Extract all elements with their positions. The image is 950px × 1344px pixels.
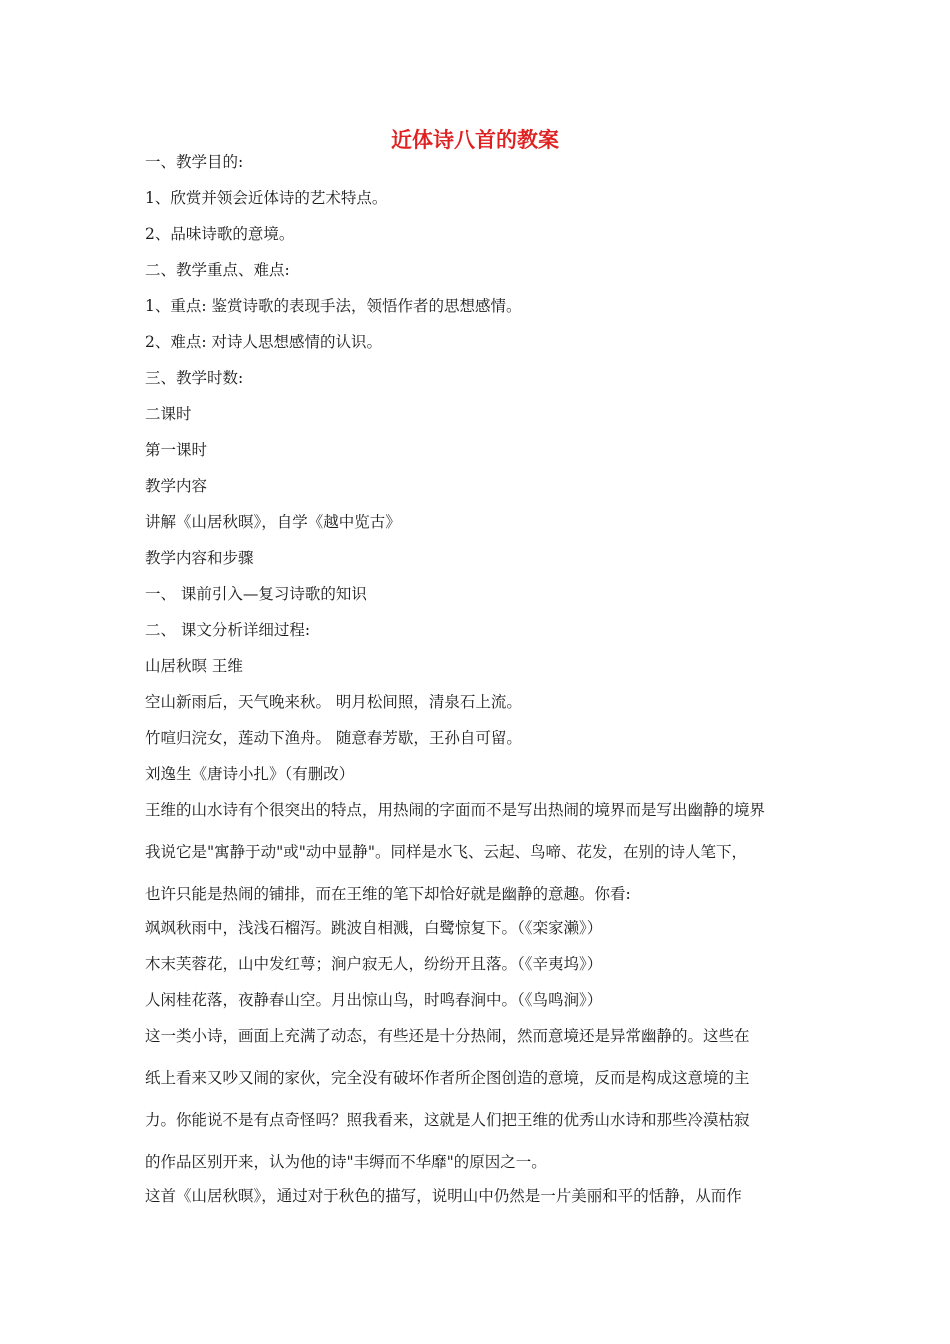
- poem-line: 竹喧归浣女，莲动下渔舟。 随意春芳歇，王孙自可留。: [145, 729, 522, 747]
- text-line: 教学内容和步骤: [145, 549, 254, 567]
- text-line: 2、品味诗歌的意境。: [145, 225, 295, 243]
- paragraph-line: 纸上看来又吵又闹的家伙，完全没有破坏作者所企图创造的意境，反而是构成这意境的主: [145, 1069, 750, 1087]
- text-line: 二、 课文分析详细过程:: [145, 621, 311, 639]
- paragraph-line: 王维的山水诗有个很突出的特点，用热闹的字面而不是写出热闹的境界而是写出幽静的境界: [145, 801, 766, 819]
- poem-title: 山居秋暝 王维: [145, 657, 243, 675]
- poem-line: 空山新雨后，天气晚来秋。 明月松间照，清泉石上流。: [145, 693, 522, 711]
- poem-quote: 飒飒秋雨中，浅浅石榴泻。跳波自相溅，白鹭惊复下。（《栾家濑》）: [145, 919, 603, 937]
- text-line: 2、难点: 对诗人思想感情的认识。: [145, 333, 383, 351]
- text-line: 二课时: [145, 405, 192, 423]
- poem-quote: 木末芙蓉花，山中发红萼；涧户寂无人，纷纷开且落。（《辛夷坞》）: [145, 955, 603, 973]
- document-title: 近体诗八首的教案: [391, 128, 559, 152]
- source-citation: 刘逸生《唐诗小扎》（有删改）: [145, 765, 355, 783]
- paragraph-line: 的作品区别开来，认为他的诗"丰缛而不华靡"的原因之一。: [145, 1153, 547, 1171]
- paragraph-line: 也许只能是热闹的铺排，而在王维的笔下却恰好就是幽静的意趣。你看:: [145, 885, 631, 903]
- paragraph-line: 这首《山居秋暝》，通过对于秋色的描写，说明山中仍然是一片美丽和平的恬静，从而作: [145, 1187, 742, 1205]
- text-line: 一、 课前引入—复习诗歌的知识: [145, 585, 367, 603]
- text-line: 讲解《山居秋暝》，自学《越中览古》: [145, 513, 401, 531]
- paragraph-line: 我说它是"寓静于动"或"动中显静"。同样是水飞、云起、鸟啼、花发，在别的诗人笔下，: [145, 843, 748, 861]
- section-heading-objectives: 一、教学目的:: [145, 153, 244, 171]
- paragraph-line: 力。你能说不是有点奇怪吗？照我看来，这就是人们把王维的优秀山水诗和那些冷漠枯寂: [145, 1111, 750, 1129]
- section-heading-key-points: 二、教学重点、难点:: [145, 261, 290, 279]
- section-heading-hours: 三、教学时数:: [145, 369, 244, 387]
- text-line: 1、重点: 鉴赏诗歌的表现手法，领悟作者的思想感情。: [145, 297, 522, 315]
- text-line: 教学内容: [145, 477, 208, 495]
- text-line: 1、欣赏并领会近体诗的艺术特点。: [145, 189, 388, 207]
- paragraph-line: 这一类小诗，画面上充满了动态，有些还是十分热闹，然而意境还是异常幽静的。这些在: [145, 1027, 750, 1045]
- text-line: 第一课时: [145, 441, 208, 459]
- poem-quote: 人闲桂花落，夜静春山空。月出惊山鸟，时鸣春涧中。（《鸟鸣涧》）: [145, 991, 603, 1009]
